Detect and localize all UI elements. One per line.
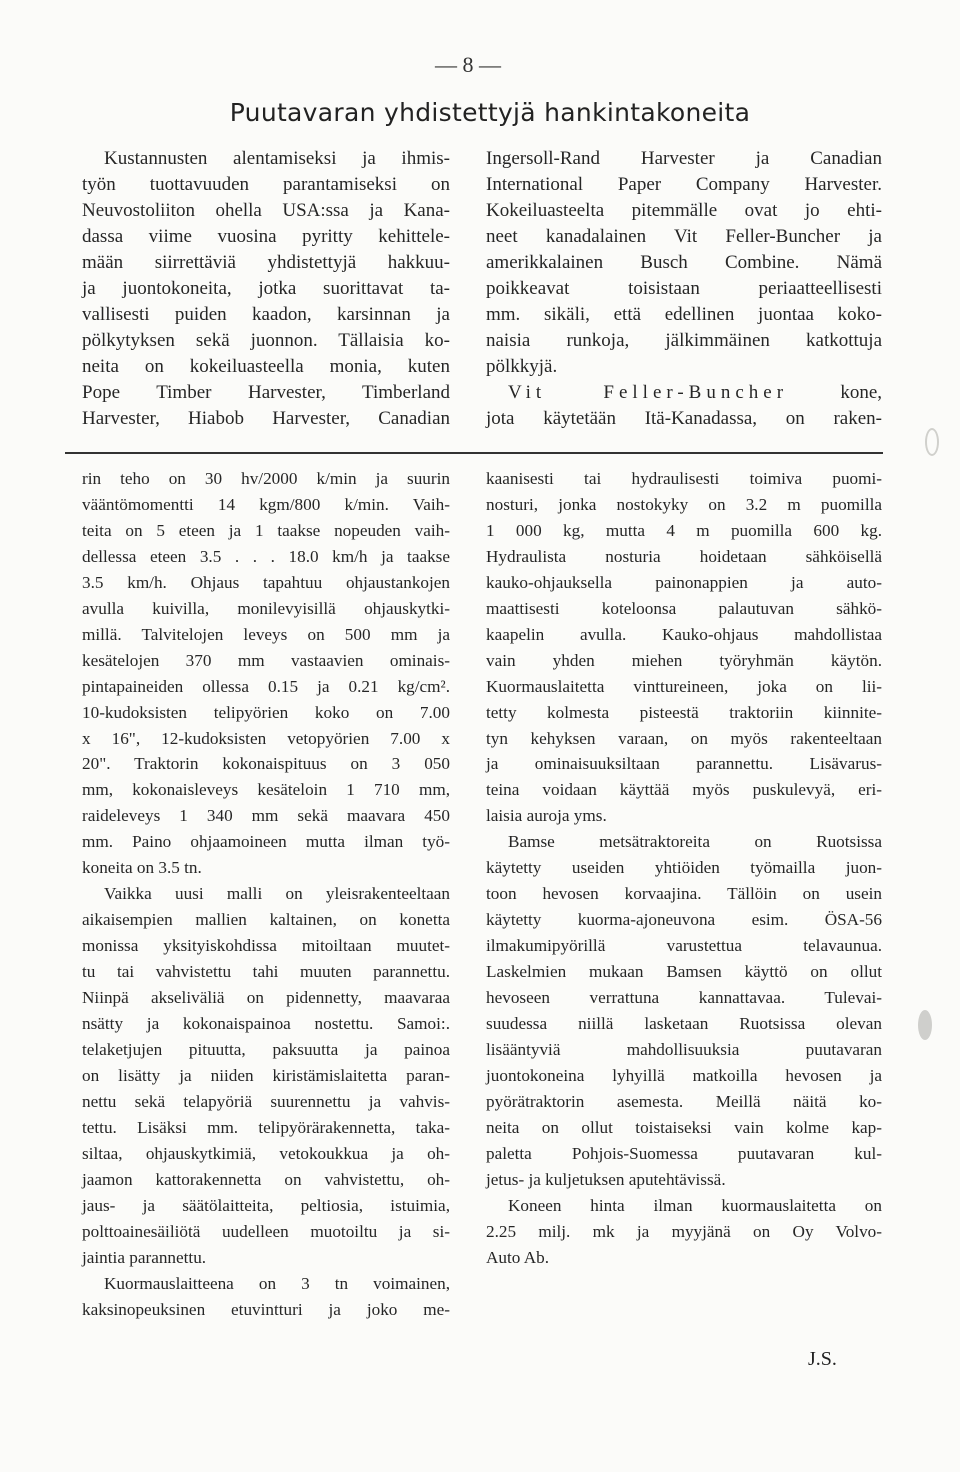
- text-line: jaus- ja säätölaitteita, peltiosia, istuimia,: [82, 1195, 450, 1215]
- text-line: mm, kokonaisleveys kesäteloin 1 710 mm,: [82, 780, 450, 800]
- text-line: neet kanadalainen Vit Feller-Buncher ja: [486, 226, 882, 247]
- article-title: Puutavaran yhdistettyjä hankintakoneita: [229, 98, 751, 127]
- text-line: toon hevosen korvaajina. Tällöin on usein: [486, 884, 882, 904]
- text-line: jetus- ja kuljetuksen aputehtävissä.: [486, 1169, 726, 1189]
- text-line: [486, 380, 882, 406]
- text-line: dassa viime vuosina pyritty kehittele-: [82, 226, 450, 247]
- text-line: käytetty kuorma-ajoneuvona esim. ÖSA-56: [486, 910, 882, 930]
- text-line: tettu. Lisäksi mm. telipyörärakennetta, taka-: [82, 1117, 450, 1137]
- text-line: pintapaineiden ollessa 0.15 ja 0.21 kg/cm².: [82, 676, 450, 696]
- text-line: dellessa eteen 3.5 . . . 18.0 km/h ja taakse: [82, 546, 450, 566]
- text-line: juontokoneina lyhyillä matkoilla hevosen ja: [486, 1065, 882, 1085]
- text-line: naisia runkoja, jälkimmäinen katkottuja: [486, 330, 882, 351]
- right-column-bottom: [486, 466, 882, 1271]
- text-line: avulla kuivilla, monilevyisillä ohjauskytki-: [82, 598, 450, 618]
- text-line: raideleveys 1 340 mm sekä maavara 450: [82, 806, 450, 826]
- text-line: aikaisempien mallien kaltainen, on konetta: [82, 910, 450, 930]
- text-line: kaksinopeuksinen etuvintturi ja joko me-: [82, 1299, 450, 1319]
- text-line: Kuormauslaitetta vinttureineen, joka on lii-: [486, 676, 882, 696]
- text-line: 10-kudoksisten telipyörien koko on 7.00: [82, 702, 450, 722]
- text-line: Neuvostoliiton ohella USA:ssa ja Kana-: [82, 200, 450, 221]
- text-line: Niinpä akseliväliä on pidennetty, maavaraa: [82, 988, 450, 1008]
- text-line: koneita on 3.5 tn.: [82, 858, 202, 878]
- text-line: teina voidaan käyttää myös puskulevyä, eri-: [486, 780, 882, 800]
- text-line: paletta Pohjois-Suomessa puutavaran kul-: [486, 1143, 882, 1163]
- text-line: nosturi, jonka nostokyky on 3.2 m puomilla: [486, 494, 882, 514]
- text-line: rin teho on 30 hv/2000 k/min ja suurin: [82, 469, 450, 488]
- text-line: Kuormauslaitteena on 3 tn voimainen,: [104, 1273, 450, 1293]
- text-line: 3.5 km/h. Ohjaus tapahtuu ohjaustankojen: [82, 572, 450, 592]
- text-line: ilmakumipyörillä varustettua telavaunua.: [486, 936, 882, 956]
- text-line: jaintia parannettu.: [82, 1247, 207, 1267]
- left-column-bottom: [82, 466, 450, 1322]
- text-line: Hydraulista nosturia hoidetaan sähköisellä: [486, 546, 882, 566]
- text-line: millä. Talvitelojen leveys on 500 mm ja: [82, 624, 450, 644]
- text-line: pyörätraktorin asemesta. Meillä näitä ko-: [486, 1091, 882, 1111]
- text-line: teita on 5 eteen ja 1 taakse nopeuden vaih-: [82, 520, 450, 540]
- text-line: Pope Timber Harvester, Timberland: [82, 382, 450, 403]
- ink-blot: [925, 428, 939, 456]
- text-line: vain yhden miehen työryhmän käytön.: [486, 650, 882, 670]
- page-number: — 8 —: [435, 52, 501, 77]
- text-line: suudessa niillä lasketaan Ruotsissa olevan: [486, 1014, 882, 1034]
- text-line: työn tuottavuuden parantamiseksi on: [82, 174, 450, 195]
- text-line: monissa yksityiskohdissa mitoiltaan muutet-: [82, 936, 450, 956]
- ink-blot: [918, 1010, 932, 1040]
- text-line: nettu sekä telapyöriä suurennettu ja vahvis-: [82, 1091, 450, 1111]
- text-line: Harvester, Hiabob Harvester, Canadian: [82, 408, 450, 429]
- text-line: poikkeavat toisistaan periaatteellisesti: [486, 278, 882, 299]
- text-line: lisääntyviä mahdollisuuksia puutavaran: [486, 1039, 882, 1059]
- text-line: 2.25 milj. mk ja myyjänä on Oy Volvo-: [486, 1221, 882, 1241]
- text-line: tetty kolmesta pisteestä traktoriin kiinnite-: [486, 702, 882, 722]
- text-line: telaketjujen pituutta, paksuutta ja painoa: [82, 1039, 450, 1059]
- text-line: 20". Traktorin kokonaispituus on 3 050: [82, 754, 450, 774]
- machine-name: Vit Feller-Buncher: [508, 382, 789, 403]
- text-line: 1 000 kg, mutta 4 m puomilla 600 kg.: [486, 520, 882, 540]
- text-line: laisia auroja yms.: [486, 806, 607, 826]
- text-line: polttoainesäiliötä uudelleen muotoiltu ja si-: [82, 1221, 450, 1241]
- text-line: Koneen hinta ilman kuormauslaitetta on: [508, 1195, 882, 1215]
- text-line: hevoseen verrattuna kannattavaa. Tulevai-: [486, 988, 882, 1008]
- text-line: jaamon kattorakennetta on vahvistettu, oh-: [82, 1169, 450, 1189]
- text-line: kauko-ohjauksella painonappien ja auto-: [486, 572, 882, 592]
- text-line: neita on ollut toistaiseksi vain kolme kap-: [486, 1117, 882, 1137]
- text-line: ja ominaisuuksiltaan parannettu. Lisävarus-: [486, 754, 882, 774]
- text-line: jota käytetään Itä-Kanadassa, on raken-: [486, 408, 882, 429]
- text-line: pölkkyjä.: [486, 356, 558, 377]
- text-line: International Paper Company Harvester.: [486, 174, 882, 195]
- text-line: Ingersoll-Rand Harvester ja Canadian: [486, 148, 882, 169]
- text-line: kaapelin avulla. Kauko-ohjaus mahdollistaa: [486, 624, 882, 644]
- text-line: vallisesti puiden kaadon, karsinnan ja: [82, 304, 450, 325]
- text-line: Laskelmien mukaan Bamsen käyttö on ollut: [486, 962, 882, 982]
- text-line: pölkytyksen sekä juonnon. Tällaisia ko-: [82, 330, 450, 351]
- text-line: siltaa, ohjauskytkimiä, vetokoukkua ja oh-: [82, 1143, 450, 1163]
- text-line: kesätelojen 370 mm vastaavien ominais-: [82, 650, 450, 670]
- text-line: amerikkalainen Busch Combine. Nämä: [486, 252, 882, 273]
- author-signature: J.S.: [808, 1348, 837, 1370]
- section-divider: [65, 452, 883, 454]
- text-line: mään siirrettäviä yhdistettyjä hakkuu-: [82, 252, 450, 273]
- text-line: ja juontokoneita, jotka suorittavat ta-: [82, 278, 450, 299]
- text-line: Vaikka uusi malli on yleisrakenteeltaan: [104, 884, 450, 904]
- text-line: maattisesti koteloonsa palautuvan sähkö-: [486, 598, 882, 618]
- text-line: Kokeiluasteelta pitemmälle ovat jo ehti-: [486, 200, 882, 221]
- text-line: mm. sikäli, että edellinen juontaa koko-: [486, 304, 882, 325]
- text-line: kaanisesti tai hydraulisesti toimiva puomi-: [486, 469, 882, 488]
- left-column-top: [82, 146, 450, 432]
- text-line: tu tai vahvistettu tahi muuten parannettu.: [82, 962, 450, 982]
- text-line: käytetty useiden yhtiöiden työmailla juon-: [486, 858, 882, 878]
- text-line: on lisätty ja niiden kiristämislaitetta paran-: [82, 1065, 450, 1085]
- text-line: nsätty ja kokonaispainoa nostettu. Samoi:.: [82, 1014, 450, 1034]
- text-line: tyn kehyksen varaan, on myös rakenteeltaan: [486, 728, 882, 748]
- text-line: vääntömomentti 14 kgm/800 k/min. Vaih-: [82, 494, 450, 514]
- text-line: neita on kokeiluasteella monia, kuten: [82, 356, 450, 377]
- text-fragment: kone,: [840, 382, 882, 403]
- right-column-top: [486, 146, 882, 432]
- text-line: mm. Paino ohjaamoineen mutta ilman työ-: [82, 832, 450, 852]
- text-line: Bamse metsätraktoreita on Ruotsissa: [508, 832, 882, 852]
- text-line: Kustannusten alentamiseksi ja ihmis-: [104, 148, 450, 169]
- text-line: x 16", 12-kudoksisten vetopyörien 7.00 x: [82, 728, 450, 748]
- text-line: Auto Ab.: [486, 1247, 550, 1267]
